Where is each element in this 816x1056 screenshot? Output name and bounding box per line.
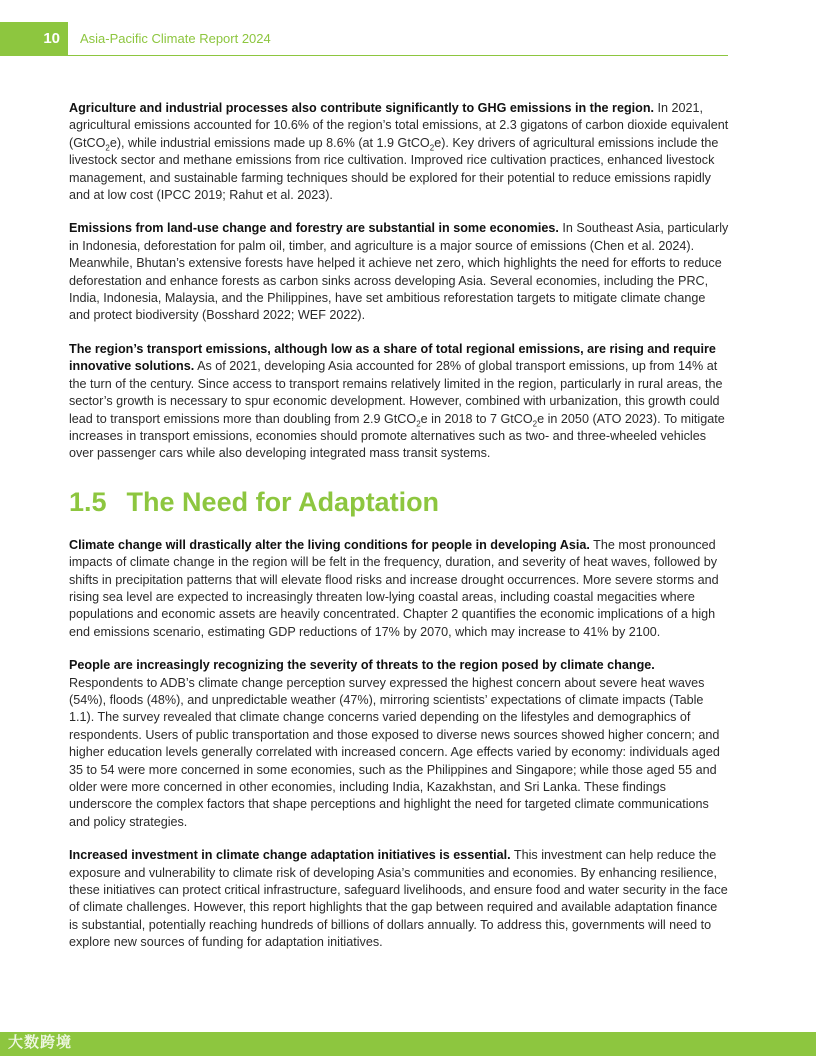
paragraph-living-conditions: Climate change will drastically alter the living conditions for people in developing Asia. The most pronounced impacts of climate change in the region will be felt in the frequency, duration, and severity of heat waves, followed by shifts in precipitation patterns that will elevate flood risks and increase drought occurrences. More severe storms and rising sea level are expected to increasingly threaten low-lying coastal areas, including coastal megacities where populations and economic assets are heavily concentrated. Chapter 2 quantifies the economic implications of a high end emissions scenario, estimating GDP reductions of 17% by 2070, which may increase to 41% by 2100. — [69, 537, 719, 639]
paragraph-lead: Emissions from land-use change and forestry are substantial in some economies. — [69, 221, 559, 236]
page-body — [69, 100, 729, 968]
paragraph-lead: The region’s transport emissions, although low as a share of total regional emissions, are rising and require innovative solutions. — [69, 341, 716, 374]
report-title: Asia-Pacific Climate Report 2024 — [80, 31, 271, 46]
page-number: 10 — [0, 22, 68, 56]
section-title: The Need for Adaptation — [126, 486, 440, 517]
paragraph-lead: Agriculture and industrial processes also contribute significantly to GHG emissions in the region. — [69, 101, 655, 115]
footer-bar — [0, 1032, 816, 1056]
paragraph-lead: People are increasingly recognizing the severity of threats to the region posed by climate change. — [69, 658, 655, 673]
paragraph-transport: The region’s transport emissions, although low as a share of total regional emissions, are rising and require innovative solutions. As of 2021, developing Asia accounted for 28% of global transport emissions, up from 14% at the turn of the century. Since access to transport remains relatively limited in the region, particularly in rural areas, the sector’s growth is necessary to spur economic development. However, combined with urbanization, this growth could lead to transport emissions more than doubling from 2.9 GtCO$_2$e in 2018 to 7 GtCO$_2$e in 2050 (ATO 2023). To mitigate increases in transport emissions, economies should promote alternatives such as two- and three-wheeled vehicles over passenger cars while also developing integrated mass transit systems. — [69, 341, 725, 461]
section-number: 1.5 — [69, 486, 107, 517]
paragraph-lead: Climate change will drastically alter the living conditions for people in developing Asia. — [69, 537, 590, 552]
paragraph-perception: People are increasingly recognizing the severity of threats to the region posed by climate change. Respondents to ADB’s climate change perception survey expressed the highest concern about severe heat waves (54%), floods (48%), and unpredictable weather (47%), mirroring scientists’ expectations of climate impacts (Table 1.1). The survey revealed that climate change concerns varied depending on the lifestyles and demographics of respondents. Users of public transportation and those exposed to diverse news sources showed higher concern; and higher education levels generally correlated with increased concern. Age effects varied by economy: individuals aged 35 to 54 were more concerned in some economies, such as the Philippines and Singapore; while those aged 55 and older were more concerned in other economies, including India, Kazakhstan, and Sri Lanka. These findings underscore the complex factors that shape perceptions and highlight the need for targeted climate communications and policy strategies. — [69, 658, 720, 829]
section-heading — [69, 485, 729, 519]
paragraph-investment: Increased investment in climate change adaptation initiatives is essential. This investment can help reduce the exposure and vulnerability to climate risk of developing Asia’s communities and economies. By enhancing resilience, these initiatives can protect critical infrastructure, safeguard livelihoods, and ensure food and water security in the face of climate challenges. However, this report highlights that the gap between required and available adaptation finance is substantial, potentially reaching hundreds of billions of dollars annually. To address this, governments will need to explore new sources of funding for adaptation initiatives. — [69, 848, 728, 950]
page-header — [0, 22, 728, 56]
paragraph-lead: Increased investment in climate change adaptation initiatives is essential. — [69, 848, 511, 863]
header-rule — [68, 55, 728, 56]
paragraph-land-use: Emissions from land-use change and forestry are substantial in some economies. In Southeast Asia, particularly in Indonesia, deforestation for palm oil, timber, and agriculture is a major source of emissions (Chen et al. 2024). Meanwhile, Bhutan’s extensive forests have helped it achieve net zero, which highlights the need for efforts to reduce deforestation and enhance forests as carbon sinks across developing Asia. Several economies, including the PRC, India, Indonesia, Malaysia, and the Philippines, have set ambitious reforestation targets to mitigate climate change and protect biodiversity (Bosshard 2022; WEF 2022). — [69, 221, 729, 323]
paragraph-agriculture: Agriculture and industrial processes also contribute significantly to GHG emissions in the region. In 2021, agricultural emissions accounted for 10.6% of the region’s total emissions, at 2.3 gigatons of carbon dioxide equivalent (GtCO$_2$e), while industrial emissions made up 8.6% (at 1.9 GtCO$_2$e). Key drivers of agricultural emissions include the livestock sector and methane emissions from rice cultivation. Improved rice cultivation practices, enhanced livestock management, and sustainable farming techniques should be explored for their potential to reduce emissions rapidly and at low cost (IPCC 2019; Rahut et al. 2023). — [69, 101, 729, 203]
watermark-logo: 大数跨境 — [8, 1034, 73, 1051]
